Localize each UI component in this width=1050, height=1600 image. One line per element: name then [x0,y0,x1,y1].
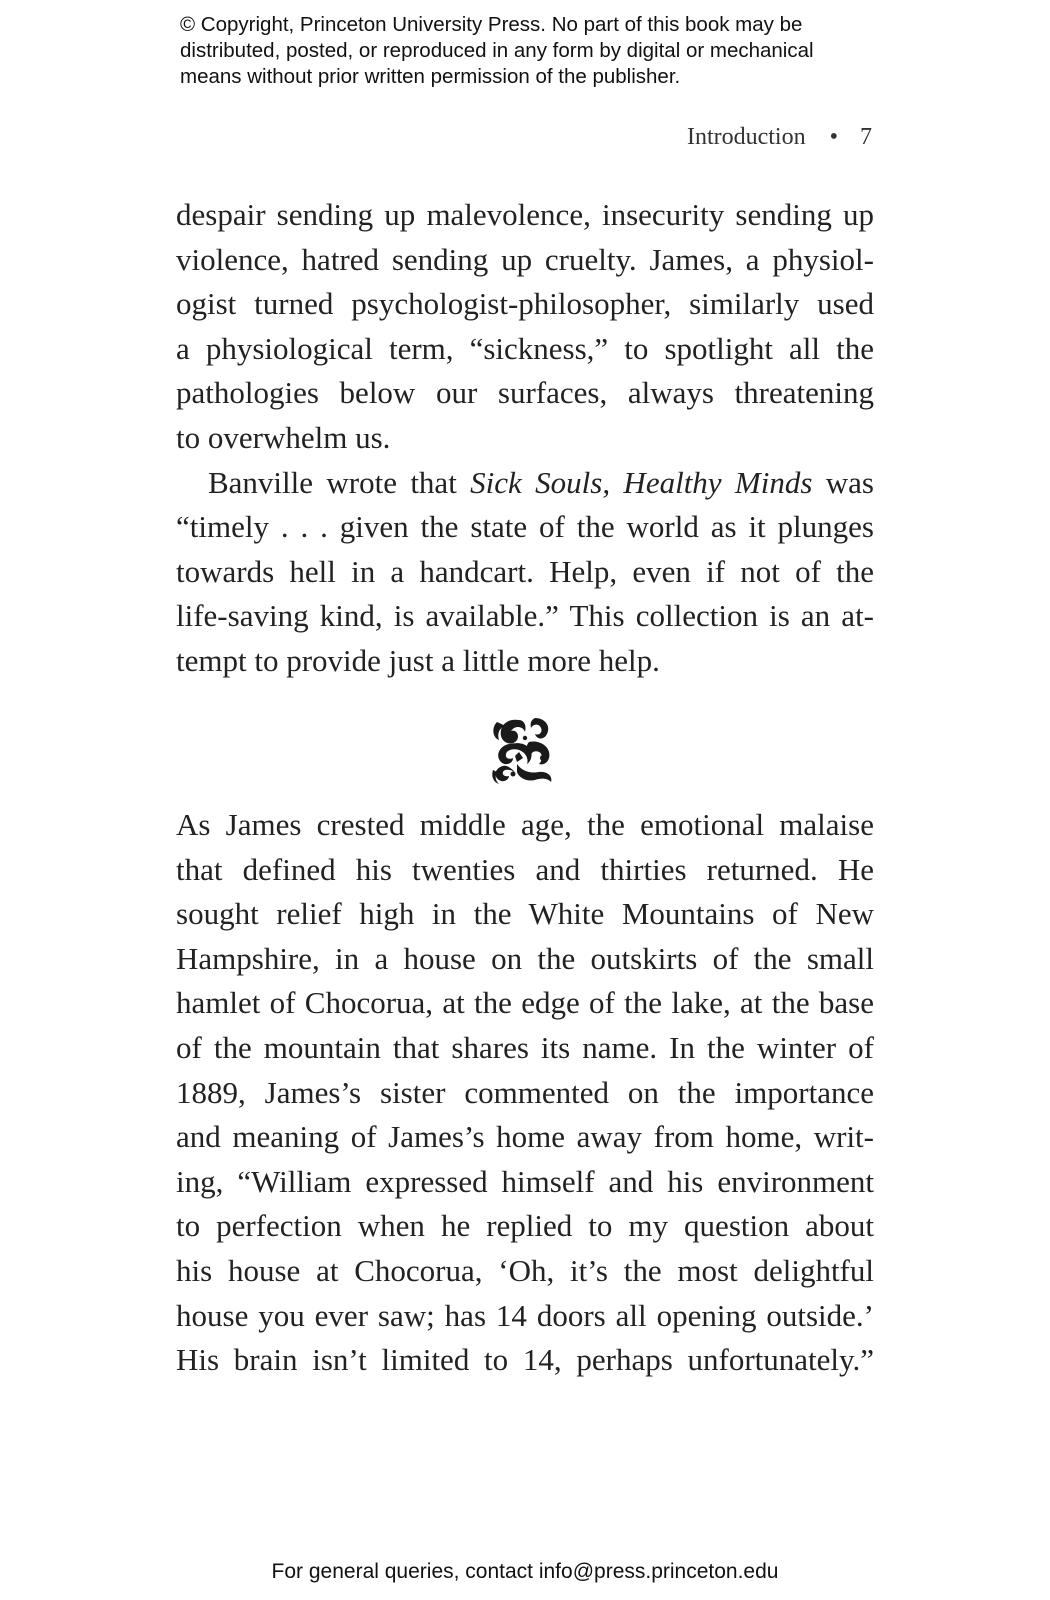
text-line: life-saving kind, is available.” This collection is an at- [176,598,874,634]
text-line: his house at Chocorua, ‘Oh, it’s the most delightful [176,1252,874,1288]
text-line: 1889, James’s sister commented on the importance [176,1074,874,1110]
text-line: to perfection when he replied to my question about [176,1208,874,1244]
footer-contact: For general queries, contact info@press.princeton.edu [271,1560,779,1583]
text-line: Banville wrote that Sick Souls, Healthy Minds was [208,464,874,500]
paragraph [176,461,874,684]
copyright-notice [180,12,880,90]
floral-ornament-icon [489,714,555,786]
paragraph [176,193,874,461]
running-head [687,124,872,151]
body-text-top [176,193,874,684]
text-line: that defined his twenties and thirties returned. He [176,851,874,887]
page-number: 7 [860,124,872,150]
text-line: tempt to provide just a little more help. [176,642,660,678]
text-line: As James crested middle age, the emotional malaise [176,807,874,842]
paragraph [176,803,874,1383]
separator: • [829,124,838,150]
text-line: a physiological term, “sickness,” to spotlight all the [176,330,874,366]
text-line: hamlet of Chocorua, at the edge of the lake, at the base [176,985,874,1021]
copyright-line: © Copyright, Princeton University Press. No part of this book may be [180,13,803,36]
text-line: “timely . . . given the state of the world as it plunges [176,509,874,545]
text-line: house you ever saw; has 14 doors all opening outside.’ [176,1297,874,1333]
text-line: despair sending up malevolence, insecurity sending up [176,197,874,232]
text-line: His brain isn’t limited to 14, perhaps unfortunately.” [176,1342,874,1378]
text-line: ing, “William expressed himself and his environment [176,1163,874,1199]
text-line: violence, hatred sending up cruelty. James, a physiol- [176,241,874,277]
text-line: Hampshire, in a house on the outskirts of the small [176,940,874,976]
text-line: towards hell in a handcart. Help, even if not of the [176,553,874,589]
copyright-line: means without prior written permission of the publisher. [180,65,681,88]
text-line: of the mountain that shares its name. In the winter of [176,1029,874,1065]
text-line: ogist turned psychologist-philosopher, similarly used [176,286,874,322]
body-text-bottom [176,803,874,1383]
section-title: Introduction [686,124,806,150]
text-line: to overwhelm us. [176,419,391,455]
book-title: Sick Souls, Healthy Minds [470,464,813,500]
copyright-line: distributed, posted, or reproduced in any form by digital or mechanical [180,39,814,62]
text-line: pathologies below our surfaces, always threatening [176,375,874,411]
text-line: sought relief high in the White Mountains of New [176,896,874,932]
text-line: and meaning of James’s home away from home, writ- [176,1119,874,1155]
